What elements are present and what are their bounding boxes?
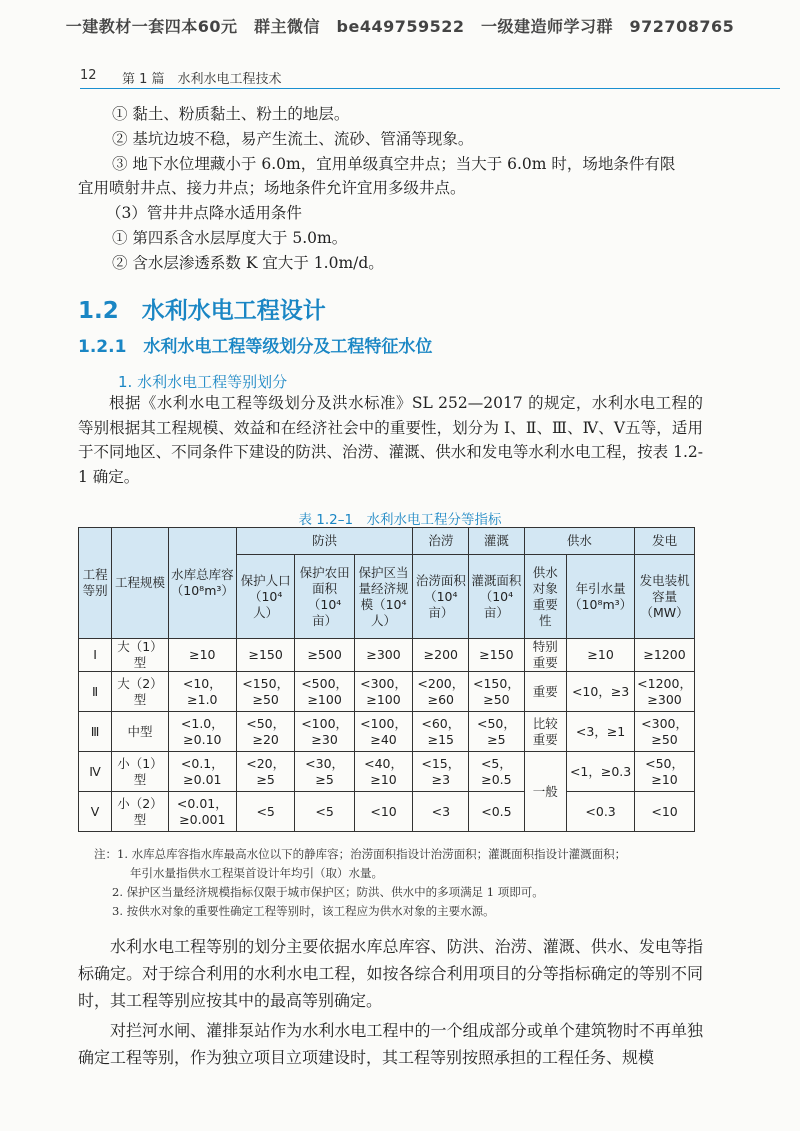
cell-grade: Ⅴ [79, 792, 112, 832]
cell-importance: 一般 [524, 752, 566, 832]
cell-economy: ≥300 [354, 639, 413, 672]
cell-power: <1200，≥300 [635, 672, 695, 712]
note-1-continuation: 年引水量指供水工程渠首设计年均引（取）水量。 [130, 866, 383, 880]
subsection-title: 1.2.1 水利水电工程等级划分及工程特征水位 [78, 337, 433, 357]
header-drainage-area: 治涝面积（10⁴ 亩） [413, 555, 469, 639]
intro-paragraph: 根据《水利水电工程等级划分及洪水标准》SL 252—2017 的规定，水利水电工程的等别根据其工程规模、效益和在经济社会中的重要性，划分为 Ⅰ、Ⅱ、Ⅲ、Ⅳ、Ⅴ五等，适用于不同地区、不同条件下建设的防洪、治涝、灌溉、供水和发电等水利水电工程，按表 1.2-1 确定。 [78, 394, 703, 486]
cell-supply: ≥10 [567, 639, 635, 672]
cell-importance: 特别重要 [524, 639, 566, 672]
list-item: ② 含水层渗透系数 K 宜大于 1.0m/d。 [112, 254, 384, 272]
subheading: （3）管井井点降水适用条件 [106, 204, 302, 222]
header-scale: 工程规模 [112, 528, 169, 639]
running-header [80, 66, 780, 88]
cell-drainage: <15，≥3 [413, 752, 469, 792]
cell-power: ≥1200 [635, 639, 695, 672]
body-paragraph: 对拦河水闸、灌排泵站作为水利水电工程中的一个组成部分或单个建筑物时不再单独确定工程等别，作为独立项目立项建设时，其工程等别按照承担的工程任务、规模 [78, 1021, 703, 1067]
cell-population: <20，≥5 [236, 752, 295, 792]
section-title: 1.2 水利水电工程设计 [78, 298, 326, 324]
cell-economy: <10 [354, 792, 413, 832]
note-2: 2. 保护区当量经济规模指标仅限于城市保护区；防洪、供水中的多项满足 1 项即可。 [112, 885, 544, 899]
cell-importance: 重要 [524, 672, 566, 712]
header-power: 发电 [635, 528, 695, 555]
body-paragraph: 水利水电工程等别的划分主要依据水库总库容、防洪、治涝、灌溉、供水、发电等指标确定。对于综合利用的水利水电工程，如按各综合利用项目的分等指标确定的等别不同时，其工程等别应按其中的最高等别确定。 [78, 937, 703, 1010]
cell-grade: Ⅰ [79, 639, 112, 672]
table-header-row [79, 528, 695, 555]
cell-reservoir: <0.1，≥0.01 [168, 752, 236, 792]
table-notes [94, 845, 712, 921]
header-irrigation-area: 灌溉面积（10⁴ 亩） [469, 555, 524, 639]
grade-table [78, 527, 695, 832]
list-item: ② 基坑边坡不稳，易产生流土、流砂、管涌等现象。 [112, 130, 474, 148]
part-title: 第 1 篇 水利水电工程技术 [122, 72, 282, 87]
header-supply-importance: 供水对象重要性 [524, 555, 566, 639]
header-protected-population: 保护人口（10⁴ 人） [236, 555, 295, 639]
cell-drainage: <3 [413, 792, 469, 832]
cell-scale: 小（1）型 [112, 752, 169, 792]
watermark-banner: 一建教材一套四本60元 群主微信 be449759522 一级建造师学习群 972708765 [65, 17, 735, 36]
header-reservoir: 水库总库容（10⁸m³） [168, 528, 236, 639]
list-item: ① 黏土、粉质黏土、粉土的地层。 [112, 105, 350, 123]
header-rule [80, 88, 780, 89]
cell-importance: 比较重要 [524, 712, 566, 752]
cell-drainage: <60，≥15 [413, 712, 469, 752]
cell-farmland: <100，≥30 [295, 712, 354, 752]
table-row [79, 672, 695, 712]
cell-economy: <300，≥100 [354, 672, 413, 712]
cell-population: ≥150 [236, 639, 295, 672]
note-3: 3. 按供水对象的重要性确定工程等别时，该工程应为供水对象的主要水源。 [112, 904, 495, 918]
table-row [79, 639, 695, 672]
cell-reservoir: ≥10 [168, 639, 236, 672]
cell-irrigation: <5，≥0.5 [469, 752, 524, 792]
cell-irrigation: <150，≥50 [469, 672, 524, 712]
cell-drainage: <200，≥60 [413, 672, 469, 712]
cell-supply: <10，≥3 [567, 672, 635, 712]
cell-population: <150，≥50 [236, 672, 295, 712]
header-drainage: 治涝 [413, 528, 469, 555]
cell-grade: Ⅳ [79, 752, 112, 792]
cell-farmland: <5 [295, 792, 354, 832]
table-caption: 表 1.2–1 水利水电工程分等指标 [298, 512, 502, 528]
header-protected-economy: 保护区当量经济规模（10⁴ 人） [354, 555, 413, 639]
list-item: ① 第四系含水层厚度大于 5.0m。 [112, 229, 348, 247]
cell-scale: 中型 [112, 712, 169, 752]
cell-drainage: ≥200 [413, 639, 469, 672]
table-row [79, 792, 695, 832]
header-protected-farmland: 保护农田面积（10⁴ 亩） [295, 555, 354, 639]
cell-grade: Ⅱ [79, 672, 112, 712]
page-number: 12 [80, 68, 97, 83]
cell-population: <50，≥20 [236, 712, 295, 752]
header-water-supply: 供水 [524, 528, 635, 555]
list-item-continuation: 宜用喷射井点、接力井点；场地条件允许宜用多级井点。 [78, 179, 466, 197]
header-irrigation: 灌溉 [469, 528, 524, 555]
list-item: ③ 地下水位埋藏小于 6.0m，宜用单级真空井点；当大于 6.0m 时，场地条件有限 [112, 155, 676, 173]
cell-reservoir: <0.01，≥0.001 [168, 792, 236, 832]
cell-power: <50，≥10 [635, 752, 695, 792]
cell-irrigation: <0.5 [469, 792, 524, 832]
cell-farmland: <30，≥5 [295, 752, 354, 792]
table-row [79, 752, 695, 792]
header-grade: 工程等别 [79, 528, 112, 639]
cell-scale: 大（2）型 [112, 672, 169, 712]
header-installed-capacity: 发电装机容量（MW） [635, 555, 695, 639]
cell-scale: 大（1）型 [112, 639, 169, 672]
cell-reservoir: <1.0，≥0.10 [168, 712, 236, 752]
cell-population: <5 [236, 792, 295, 832]
cell-farmland: ≥500 [295, 639, 354, 672]
cell-supply: <1，≥0.3 [567, 752, 635, 792]
cell-farmland: <500，≥100 [295, 672, 354, 712]
cell-power: <10 [635, 792, 695, 832]
cell-irrigation: <50，≥5 [469, 712, 524, 752]
cell-supply: <0.3 [567, 792, 635, 832]
notes-label: 注： [94, 847, 117, 861]
header-flood: 防洪 [236, 528, 412, 555]
cell-economy: <100，≥40 [354, 712, 413, 752]
note-1: 1. 水库总库容指水库最高水位以下的静库容；治涝面积指设计治涝面积；灌溉面积指设计灌溉面积； [117, 847, 627, 861]
cell-scale: 小（2）型 [112, 792, 169, 832]
cell-reservoir: <10，≥1.0 [168, 672, 236, 712]
table-row [79, 712, 695, 752]
cell-grade: Ⅲ [79, 712, 112, 752]
cell-irrigation: ≥150 [469, 639, 524, 672]
cell-economy: <40，≥10 [354, 752, 413, 792]
item-title: 1. 水利水电工程等别划分 [118, 373, 288, 391]
cell-power: <300，≥50 [635, 712, 695, 752]
header-annual-supply: 年引水量（10⁸m³） [567, 555, 635, 639]
cell-supply: <3，≥1 [567, 712, 635, 752]
